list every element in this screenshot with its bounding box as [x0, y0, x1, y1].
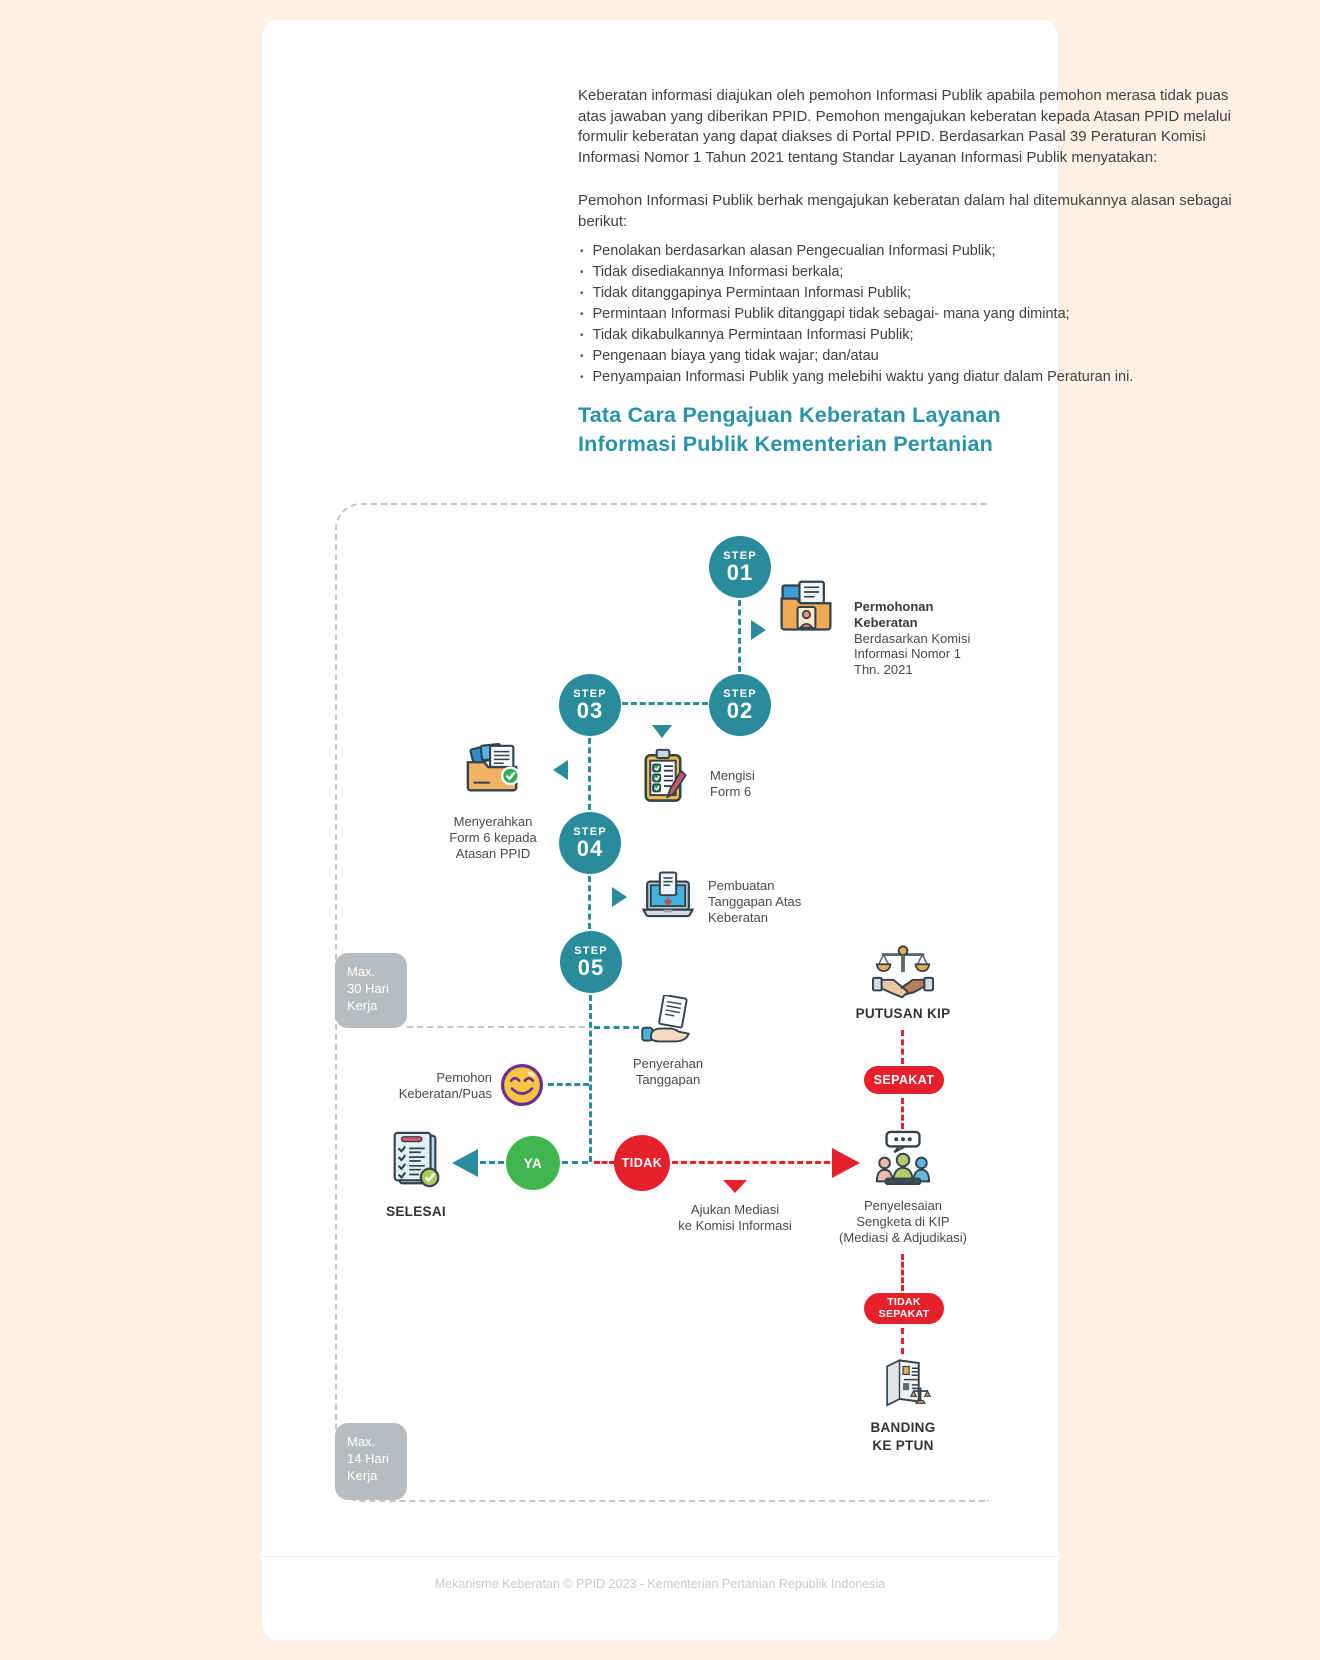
- finished-label: SELESAI: [386, 1204, 446, 1219]
- arrow-down-icon: [652, 725, 672, 738]
- dispute-resolution-label: [833, 1198, 973, 1245]
- label-line: Ajukan Mediasi: [690, 1202, 780, 1217]
- court-appeal-icon: [874, 1356, 932, 1412]
- step-number: 04: [576, 836, 604, 861]
- step-circle-01: [709, 536, 771, 598]
- badge-line: 14 Hari: [347, 1451, 389, 1466]
- flowchart-region-divider: [407, 1026, 585, 1028]
- label-line: Pembuatan: [708, 878, 775, 893]
- step-number: 02: [726, 698, 754, 723]
- label-line: Thn. 2021: [854, 662, 913, 678]
- connector-ya-selesai: [480, 1161, 504, 1164]
- intro-paragraph-1: Keberatan informasi diajukan oleh pemohon Informasi Publik apabila pemohon merasa tidak puas atas jawaban yang diberikan PPID. Pemohon mengajukan keberatan kepada Atasan PPID melalui formulir keberatan yang dapat diakses di Portal PPID. Berdasarkan Pasal 39 Peraturan Komisi Informasi Nomor 1 Tahun 2021 tentang Standar Layanan Informasi Publik menyatakan:: [578, 87, 1231, 166]
- agreement-badge: [864, 1066, 944, 1094]
- checklist-done-icon: [385, 1128, 447, 1192]
- label-line: Form 6: [710, 783, 752, 799]
- badge-line: Kerja: [347, 1468, 378, 1483]
- badge-line: TIDAK: [887, 1296, 921, 1308]
- reason-text: Penyampaian Informasi Publik yang melebihi waktu yang diatur dalam Peraturan ini.: [592, 369, 1134, 385]
- smiley-face-icon: [499, 1062, 545, 1108]
- label-line: Form 6 kepada: [449, 829, 537, 845]
- connector-to-handover: [594, 1026, 639, 1029]
- badge-line: Max.: [347, 964, 376, 979]
- label-line: Tanggapan Atas: [708, 893, 802, 909]
- reason-text: Tidak ditanggapinya Permintaan Informasi Publik;: [592, 285, 912, 301]
- step-circle-04: [559, 812, 621, 874]
- label-line: Penyerahan: [632, 1056, 704, 1071]
- label-line: Tanggapan: [635, 1071, 701, 1087]
- reasons-list: [580, 242, 1256, 389]
- kip-decision-label: PUTUSAN KIP: [855, 1006, 951, 1021]
- applicant-satisfied-label: [372, 1070, 492, 1102]
- list-item: [580, 326, 1256, 346]
- step3-label: [433, 814, 553, 861]
- connector-junction-tidak: [594, 1161, 615, 1164]
- label-line: Keberatan: [854, 614, 918, 630]
- step1-label: [854, 599, 994, 678]
- step-word: STEP: [574, 945, 608, 957]
- connector-putusan-sepakat: [901, 1030, 904, 1064]
- step-word: STEP: [723, 688, 757, 700]
- reason-text: Permintaan Informasi Publik ditanggapi tidak sebagai- mana yang diminta;: [592, 306, 1070, 322]
- list-item: [580, 347, 1256, 367]
- page-title: [578, 401, 1138, 458]
- mediation-label: [650, 1202, 820, 1234]
- bullet-icon: •: [580, 246, 584, 257]
- list-item: [580, 368, 1256, 388]
- badge-line: Kerja: [347, 998, 378, 1013]
- label-line: BANDING: [870, 1420, 936, 1435]
- label-line: Permohonan: [854, 599, 934, 614]
- label-line: Berdasarkan Komisi: [854, 630, 971, 646]
- step-circle-03: [559, 674, 621, 736]
- bullet-icon: •: [580, 288, 584, 299]
- step-word: STEP: [573, 688, 607, 700]
- bullet-icon: •: [580, 309, 584, 320]
- label-line: Keberatan/Puas: [398, 1085, 492, 1101]
- footer-text: Mekanisme Keberatan © PPID 2023 - Kementerian Pertanian Republik Indonesia: [434, 1577, 886, 1591]
- form-clipboard-icon: [634, 748, 692, 806]
- handover-document-icon: [640, 995, 696, 1050]
- step-number: 01: [726, 560, 754, 585]
- arrow-left-icon: [452, 1149, 478, 1177]
- laptop-response-icon: [639, 868, 697, 926]
- label-line: Sengketa di KIP: [856, 1213, 950, 1229]
- application-folder-icon: [776, 577, 836, 637]
- label-line: Menyerahkan: [453, 814, 533, 829]
- badge-line: SEPAKAT: [878, 1307, 930, 1320]
- connector-smiley: [548, 1083, 589, 1086]
- reason-text: Tidak dikabulkannya Permintaan Informasi Publik;: [592, 327, 914, 343]
- label-line: Informasi Nomor 1: [854, 646, 961, 662]
- no-agreement-badge: [864, 1293, 944, 1324]
- label-line: Atasan PPID: [455, 845, 531, 861]
- step4-label: [708, 878, 801, 925]
- appeal-label: [863, 1419, 943, 1454]
- connector-tidak-kip: [672, 1161, 830, 1164]
- arrow-right-icon: [832, 1148, 860, 1178]
- intro-paragraph-2: Pemohon Informasi Publik berhak mengajukan keberatan dalam hal ditemukannya alasan sebagai berikut:: [578, 192, 1232, 230]
- bullet-icon: •: [580, 372, 584, 383]
- list-item: [580, 242, 1256, 262]
- decision-no-node: TIDAK: [614, 1135, 670, 1191]
- kip-decision-scales-handshake-icon: [872, 942, 934, 1004]
- connector-meeting-tidaksepakat: [901, 1254, 904, 1291]
- step2-label: [710, 768, 755, 800]
- step-circle-05: [560, 931, 622, 993]
- label-line: Keberatan: [708, 909, 768, 925]
- connector-tidaksepakat-banding: [901, 1328, 904, 1354]
- list-item: [580, 263, 1256, 283]
- decision-yes-node: YA: [506, 1136, 560, 1190]
- badge-line: Max.: [347, 1434, 376, 1449]
- duration-badge-14-days: [335, 1423, 407, 1500]
- step-number: 05: [577, 955, 605, 980]
- arrow-right-icon: [612, 887, 627, 907]
- label-line: Pemohon: [436, 1070, 492, 1085]
- connector-ya-junction: [562, 1161, 588, 1164]
- connector-sepakat-meeting: [901, 1098, 904, 1129]
- footer-divider: [262, 1556, 1058, 1557]
- badge-line: SEPAKAT: [873, 1073, 935, 1087]
- reason-text: Pengenaan biaya yang tidak wajar; dan/atau: [592, 348, 879, 364]
- duration-badge-30-days: [335, 953, 407, 1028]
- arrow-down-icon: [723, 1180, 747, 1193]
- label-line: KE PTUN: [872, 1437, 934, 1453]
- badge-line: 30 Hari: [347, 981, 389, 996]
- label-line: (Mediasi & Adjudikasi): [839, 1229, 967, 1245]
- connector-step3-step2: [622, 702, 708, 705]
- label-line: ke Komisi Informasi: [678, 1217, 792, 1233]
- bullet-icon: •: [580, 267, 584, 278]
- dispute-meeting-icon: [872, 1130, 934, 1192]
- reason-text: Penolakan berdasarkan alasan Pengecualian Informasi Publik;: [592, 243, 996, 259]
- bullet-icon: •: [580, 330, 584, 341]
- bullet-icon: •: [580, 351, 584, 362]
- arrow-left-icon: [553, 760, 568, 780]
- step5-label: [618, 1056, 718, 1088]
- list-item: [580, 305, 1256, 325]
- connector-step4-step5: [588, 876, 591, 929]
- page-title-line-1: Tata Cara Pengajuan Keberatan Layanan: [578, 403, 1001, 427]
- connector-step5-decision: [589, 995, 592, 1162]
- submit-folder-icon: [461, 739, 525, 801]
- list-item: [580, 284, 1256, 304]
- step-word: STEP: [573, 826, 607, 838]
- label-line: Mengisi: [710, 768, 755, 783]
- page-title-line-2: Informasi Publik Kementerian Pertanian: [578, 431, 994, 456]
- arrow-right-icon: [751, 620, 766, 640]
- step-number: 03: [576, 698, 604, 723]
- connector-step1-step2: [738, 600, 741, 672]
- reason-text: Tidak disediakannya Informasi berkala;: [592, 264, 844, 280]
- label-line: Penyelesaian: [863, 1198, 943, 1213]
- connector-step3-step4: [588, 738, 591, 810]
- step-circle-02: [709, 674, 771, 736]
- step-word: STEP: [723, 550, 757, 562]
